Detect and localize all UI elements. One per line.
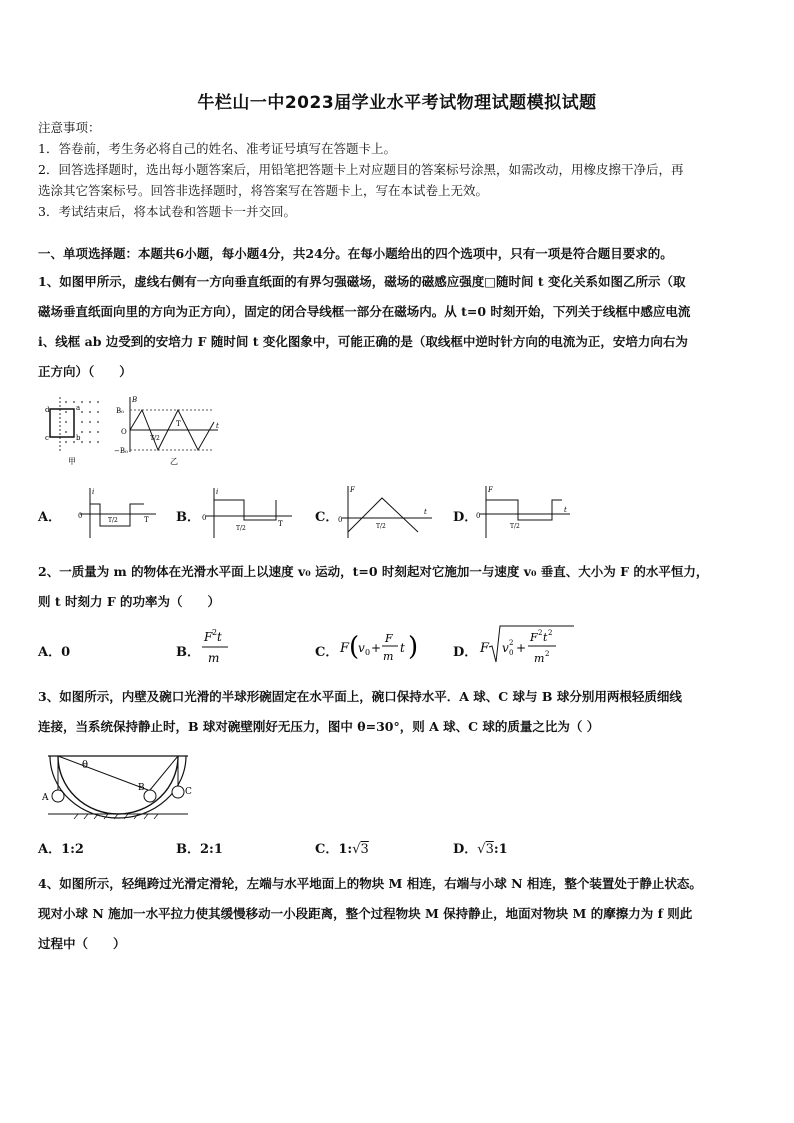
label-jia: 甲 bbox=[68, 457, 76, 466]
q2-option-c-formula bbox=[338, 624, 428, 670]
label-B0: B₀ bbox=[116, 407, 124, 415]
q3-option-b[interactable]: B．2:1 bbox=[176, 842, 223, 857]
ball-a-label: A bbox=[42, 793, 49, 803]
q1-option-b-graph bbox=[196, 486, 296, 540]
theta-label: θ bbox=[82, 760, 89, 771]
svg-text:): ) bbox=[408, 632, 419, 662]
q3-option-d-tail: :1 bbox=[493, 842, 508, 857]
q2-option-b-formula bbox=[198, 626, 234, 670]
svg-text:+: + bbox=[516, 641, 527, 655]
q3-figure bbox=[38, 746, 198, 822]
svg-text:v: v bbox=[502, 641, 509, 655]
q1-option-c-label[interactable]: C． bbox=[315, 510, 339, 525]
notice-item-2-cont: 选涂其它答案标号。回答非选择题时，将答案写在答题卡上，写在本试卷上无效。 bbox=[38, 183, 489, 198]
label-B: B bbox=[132, 396, 138, 404]
svg-text:t: t bbox=[424, 508, 427, 516]
svg-text:t: t bbox=[400, 641, 405, 655]
q1-figure-jia bbox=[45, 397, 99, 466]
svg-text:+: + bbox=[371, 641, 382, 655]
q2-option-b-label[interactable]: B． bbox=[176, 645, 200, 660]
q2-option-c-label[interactable]: C． bbox=[315, 645, 339, 660]
notice-item-3: 3．考试结束后，将本试卷和答题卡一并交回。 bbox=[38, 204, 296, 219]
svg-text:2: 2 bbox=[545, 650, 550, 658]
label-a: a bbox=[76, 404, 81, 412]
label-T: T bbox=[176, 420, 181, 428]
label-c: c bbox=[45, 434, 49, 442]
svg-text:2: 2 bbox=[548, 629, 553, 637]
q1-figure bbox=[38, 392, 228, 472]
label-yi: 乙 bbox=[170, 457, 178, 466]
notice-item-1: 1．答卷前，考生务必将自己的姓名、准考证号填写在答题卡上。 bbox=[38, 141, 396, 156]
svg-text:t: t bbox=[217, 630, 222, 644]
q1-option-a-graph bbox=[70, 486, 160, 540]
label-d: d bbox=[45, 406, 50, 414]
svg-text:F: F bbox=[340, 641, 350, 656]
label-t: t bbox=[216, 422, 219, 430]
ball-c-label: C bbox=[185, 787, 192, 797]
svg-text:i: i bbox=[92, 488, 95, 496]
q1-option-a-label[interactable]: A． bbox=[38, 510, 62, 525]
svg-text:0: 0 bbox=[78, 512, 83, 520]
q2-option-d-label[interactable]: D． bbox=[453, 645, 478, 660]
svg-text:0: 0 bbox=[338, 516, 343, 524]
q1-option-c-graph bbox=[336, 484, 436, 540]
svg-text:2: 2 bbox=[212, 628, 218, 637]
svg-text:F: F bbox=[480, 641, 490, 656]
svg-text:v: v bbox=[358, 641, 365, 655]
svg-text:t: t bbox=[564, 506, 567, 514]
q2-line-1: 2、一质量为 m 的物体在光滑水平面上以速度 v₀ 运动，t=0 时刻起对它施加一与速度 v₀ 垂直、大小为 F 的水平恒力， bbox=[38, 564, 709, 579]
label-O: O bbox=[121, 428, 127, 436]
q1-line-3: i、线框 ab 边受到的安培力 F 随时间 t 变化图象中，可能正确的是（取线框中逆时针方向的电流为正，安培力向右为 bbox=[38, 334, 688, 349]
svg-text:m: m bbox=[208, 651, 220, 665]
svg-text:0: 0 bbox=[202, 514, 207, 522]
svg-text:0: 0 bbox=[476, 512, 481, 520]
svg-text:2: 2 bbox=[538, 629, 543, 637]
svg-text:F: F bbox=[530, 631, 538, 644]
page-title: 牛栏山一中2023届学业水平考试物理试题模拟试题 bbox=[197, 93, 597, 113]
q4-line-2: 现对小球 N 施加一水平拉力使其缓慢移动一小段距离，整个过程物块 M 保持静止，地面对物块 M 的摩擦力为 f 则此 bbox=[38, 906, 693, 921]
q3-option-c-sqrt: 3 bbox=[360, 842, 369, 857]
svg-text:T/2: T/2 bbox=[236, 525, 246, 532]
q2-option-a[interactable]: A．0 bbox=[38, 645, 71, 660]
ball-b-label: B bbox=[138, 783, 145, 793]
svg-text:i: i bbox=[216, 488, 219, 496]
svg-text:t: t bbox=[543, 631, 548, 644]
q3-line-1: 3、如图所示，内壁及碗口光滑的半球形碗固定在水平面上，碗口保持水平．A 球、C 球与 B 球分别用两根轻质细线 bbox=[38, 689, 682, 704]
q3-line-2: 连接，当系统保持静止时，B 球对碗壁刚好无压力，图中 θ=30°，则 A 球、C 球的质量之比为（ ） bbox=[38, 719, 600, 734]
svg-text:F: F bbox=[385, 632, 393, 645]
label-b: b bbox=[76, 434, 81, 442]
q2-option-d-formula bbox=[478, 620, 578, 670]
q3-option-c-text: C．1: bbox=[315, 842, 353, 857]
svg-text:0: 0 bbox=[509, 649, 514, 657]
svg-text:F: F bbox=[350, 486, 355, 494]
svg-text:2: 2 bbox=[509, 639, 514, 647]
svg-text:F: F bbox=[488, 486, 493, 494]
q1-option-d-label[interactable]: D． bbox=[453, 510, 478, 525]
svg-text:T: T bbox=[278, 520, 283, 528]
q1-option-d-graph bbox=[474, 484, 574, 540]
q3-option-a[interactable]: A．1:2 bbox=[38, 842, 84, 857]
notice-item-2: 2．回答选择题时，选出每小题答案后，用铅笔把答题卡上对应题目的答案标号涂黑，如需改动，用橡皮擦干净后，再 bbox=[38, 162, 684, 177]
q4-line-3: 过程中（ ） bbox=[38, 936, 126, 951]
svg-text:T/2: T/2 bbox=[510, 523, 520, 530]
svg-text:m: m bbox=[534, 652, 545, 665]
label-negB0: −B₀ bbox=[114, 447, 128, 455]
q4-line-1: 4、如图所示，轻绳跨过光滑定滑轮，左端与水平地面上的物块 M 相连，右端与小球 N 相连，整个装置处于静止状态。 bbox=[38, 876, 702, 891]
q3-option-c[interactable]: C．1:√3 bbox=[315, 842, 369, 857]
svg-text:T: T bbox=[144, 516, 149, 524]
q3-option-d-sqrt: 3 bbox=[485, 842, 494, 857]
svg-text:T/2: T/2 bbox=[376, 523, 386, 530]
q2-line-2: 则 t 时刻力 F 的功率为（ ） bbox=[38, 594, 221, 609]
q1-figure-yi bbox=[114, 396, 219, 466]
svg-text:(: ( bbox=[349, 632, 360, 662]
q1-line-2: 磁场垂直纸面向里的方向为正方向），固定的闭合导线框一部分在磁场内。从 t=0 时刻开始，下列关于线框中感应电流 bbox=[38, 304, 691, 319]
section-heading: 一、单项选择题：本题共6小题，每小题4分，共24分。在每小题给出的四个选项中，只有一项是符合题目要求的。 bbox=[38, 246, 673, 261]
notice-heading: 注意事项： bbox=[38, 120, 101, 135]
label-T2: T/2 bbox=[150, 435, 160, 442]
q1-line-4: 正方向）（ ） bbox=[38, 364, 132, 379]
q3-option-d-label: D． bbox=[453, 842, 478, 857]
svg-text:T/2: T/2 bbox=[108, 517, 118, 524]
q3-option-d[interactable]: D．√3:1 bbox=[453, 842, 508, 857]
svg-text:0: 0 bbox=[365, 648, 371, 657]
q1-option-b-label[interactable]: B． bbox=[176, 510, 200, 525]
q1-line-1: 1、如图甲所示，虚线右侧有一方向垂直纸面的有界匀强磁场，磁场的磁感应强度□随时间 t 变化关系如图乙所示（取 bbox=[38, 274, 686, 289]
svg-text:m: m bbox=[383, 650, 394, 663]
svg-text:F: F bbox=[204, 630, 213, 644]
